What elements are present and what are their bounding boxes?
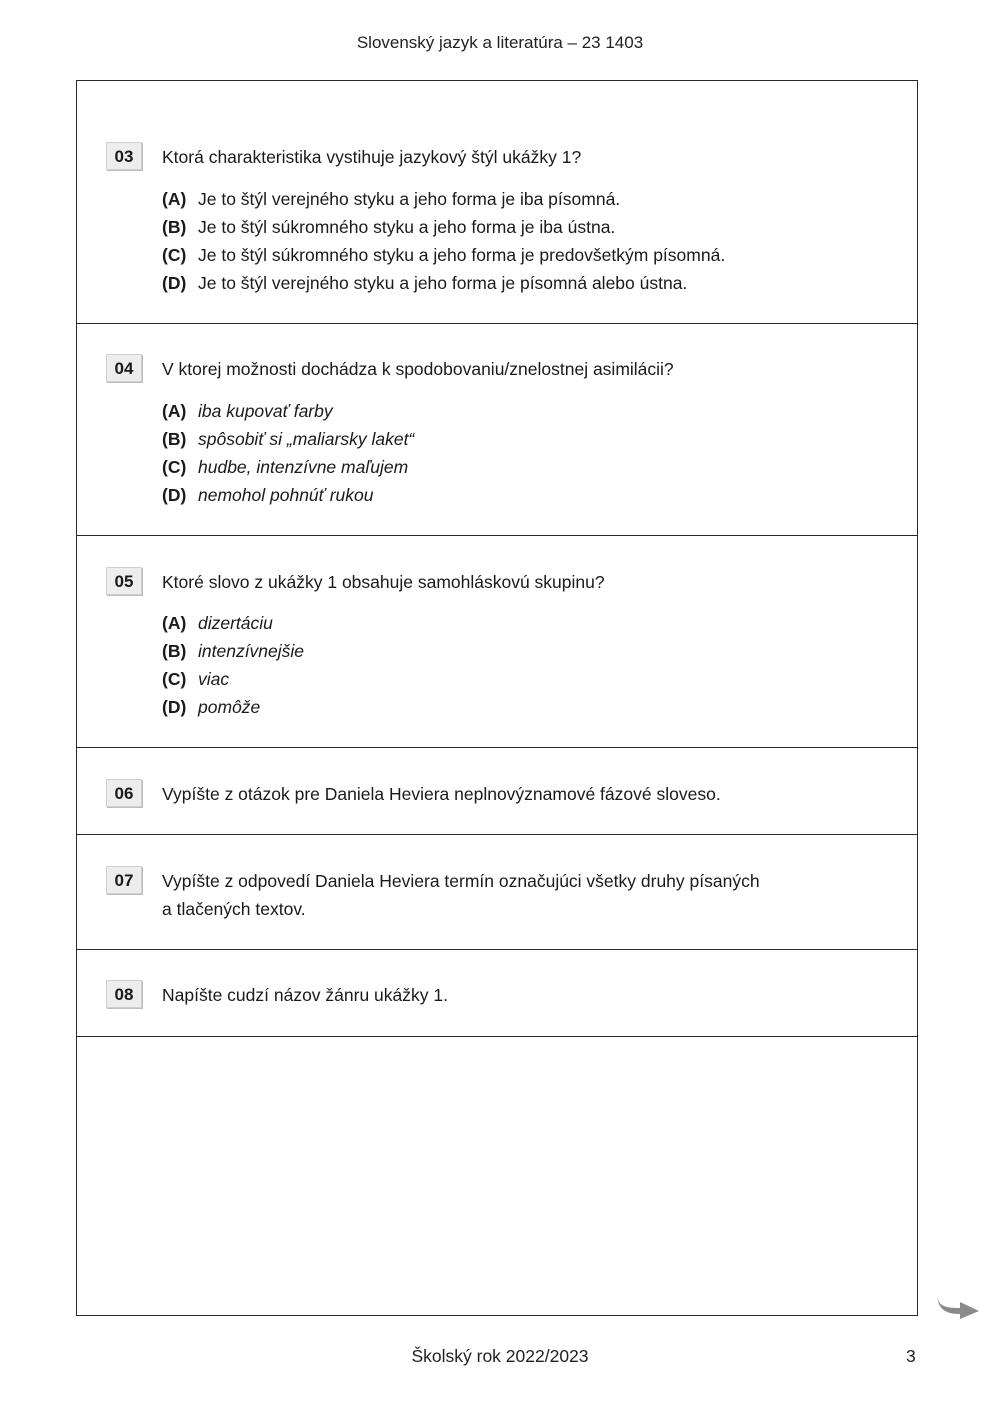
option-text: dizertáciu	[198, 613, 273, 633]
option-text: nemohol pohnúť rukou	[198, 485, 374, 505]
option-letter: (C)	[162, 457, 187, 477]
answer-option[interactable]	[162, 481, 414, 509]
answer-options	[162, 397, 414, 509]
question-number: 07	[106, 866, 142, 894]
answer-option[interactable]	[162, 665, 304, 693]
option-text: Je to štýl verejného styku a jeho forma je iba písomná.	[198, 189, 621, 209]
question-text	[162, 867, 760, 923]
page-header: Slovenský jazyk a literatúra – 23 1403	[356, 33, 644, 52]
answer-options	[162, 609, 304, 721]
option-letter: (D)	[162, 485, 187, 505]
answer-option[interactable]	[162, 425, 414, 453]
questions-frame	[76, 80, 918, 1316]
option-letter: (D)	[162, 697, 187, 717]
question-text: Ktoré slovo z ukážky 1 obsahuje samohláskovú skupinu?	[162, 572, 605, 592]
answer-option[interactable]	[162, 637, 304, 665]
option-letter: (B)	[162, 217, 187, 237]
question-text-line: a tlačených textov.	[162, 899, 306, 919]
question-06	[77, 748, 917, 835]
question-number: 04	[106, 354, 142, 382]
option-letter: (A)	[162, 189, 187, 209]
option-text: viac	[198, 669, 230, 689]
option-letter: (C)	[162, 669, 187, 689]
next-page-arrow-icon	[934, 1286, 982, 1320]
answer-option[interactable]	[162, 269, 725, 297]
answer-option[interactable]	[162, 241, 725, 269]
option-text: spôsobiť si „maliarsky laket“	[198, 429, 415, 449]
option-letter: (A)	[162, 401, 187, 421]
option-letter: (B)	[162, 641, 187, 661]
question-number: 03	[106, 142, 142, 170]
question-07	[77, 835, 917, 950]
page-number: 3	[906, 1346, 916, 1366]
question-text-line: Vypíšte z odpovedí Daniela Heviera termín označujúci všetky druhy písaných	[162, 871, 760, 891]
option-letter: (A)	[162, 613, 187, 633]
option-text: pomôže	[198, 697, 261, 717]
option-text: Je to štýl súkromného styku a jeho forma je predovšetkým písomná.	[198, 245, 726, 265]
option-letter: (C)	[162, 245, 187, 265]
answer-option[interactable]	[162, 693, 304, 721]
option-text: iba kupovať farby	[198, 401, 333, 421]
question-text: V ktorej možnosti dochádza k spodobovaniu/znelostnej asimilácii?	[162, 359, 674, 379]
option-text: Je to štýl verejného styku a jeho forma je písomná alebo ústna.	[198, 273, 688, 293]
answer-option[interactable]	[162, 213, 725, 241]
question-number: 06	[106, 779, 142, 807]
option-text: hudbe, intenzívne maľujem	[198, 457, 409, 477]
question-05	[77, 536, 917, 748]
answer-options	[162, 185, 725, 297]
option-letter: (D)	[162, 273, 187, 293]
school-year: Školský rok 2022/2023	[411, 1346, 589, 1366]
question-08	[77, 950, 917, 1037]
option-text: Je to štýl súkromného styku a jeho forma je iba ústna.	[198, 217, 616, 237]
question-text: Vypíšte z otázok pre Daniela Heviera neplnovýznamové fázové sloveso.	[162, 784, 721, 804]
question-03	[77, 81, 917, 324]
question-text: Ktorá charakteristika vystihuje jazykový štýl ukážky 1?	[162, 147, 582, 167]
question-text: Napíšte cudzí názov žánru ukážky 1.	[162, 985, 448, 1005]
blank-area	[77, 1037, 917, 1315]
question-04	[77, 324, 917, 536]
option-letter: (B)	[162, 429, 187, 449]
question-number: 05	[106, 567, 142, 595]
answer-option[interactable]	[162, 609, 304, 637]
answer-option[interactable]	[162, 185, 725, 213]
answer-option[interactable]	[162, 397, 414, 425]
option-text: intenzívnejšie	[198, 641, 305, 661]
question-number: 08	[106, 980, 142, 1008]
answer-option[interactable]	[162, 453, 414, 481]
